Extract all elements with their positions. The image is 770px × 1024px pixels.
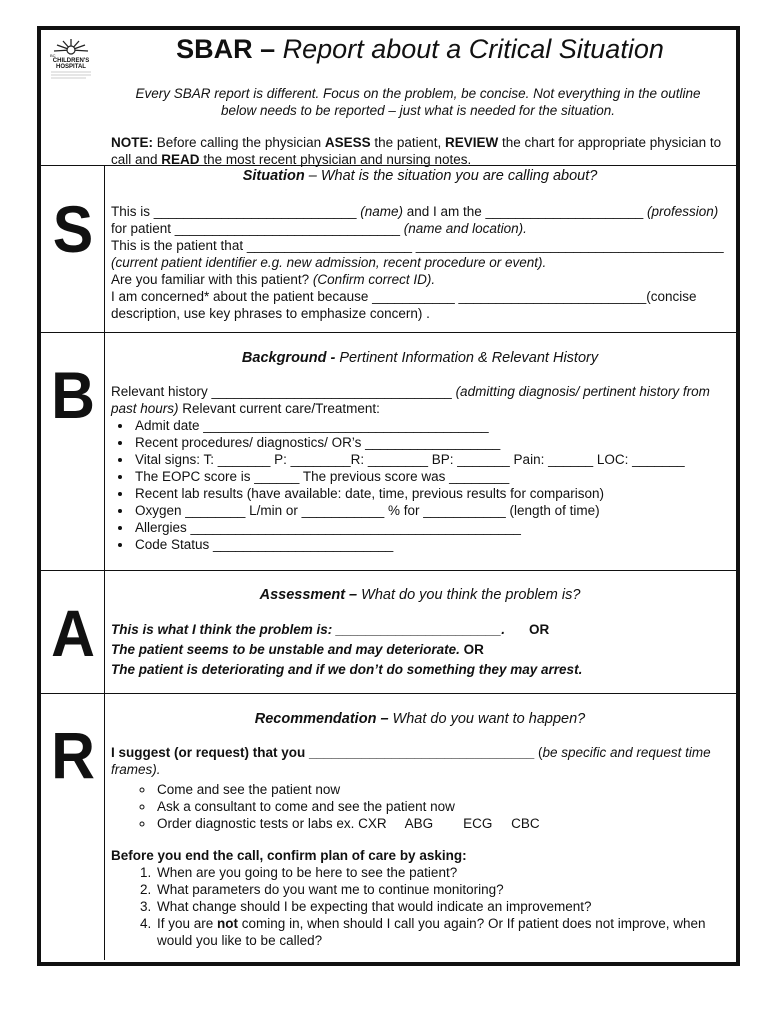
intro-line-1: Every SBAR report is different. Focus on the problem, be concise. Not everything in the outline — [135, 86, 701, 101]
list-item: • The EOPC score is ______ The previous score was ________ — [133, 468, 731, 485]
confirm-heading: Before you end the call, confirm plan of care by asking: — [111, 848, 467, 863]
hospital-logo — [46, 36, 96, 88]
divider-background — [40, 332, 737, 333]
list-item: • Admit date ______________________________________ — [133, 417, 731, 434]
letter-a: A — [51, 596, 95, 670]
letter-r: R — [51, 718, 95, 792]
confirm-questions — [111, 864, 731, 949]
letter-b: B — [51, 358, 95, 432]
svg-text:BC: BC — [50, 53, 56, 58]
list-item: • Vital signs: T: _______ P: ________R: ________ BP: _______ Pain: ______ LOC: _______ — [133, 451, 731, 468]
assessment-line-3: The patient is deteriorating and if we don’t do something they may arrest. — [111, 662, 583, 677]
list-item: ◦ Order diagnostic tests or labs ex. CXR ABG ECG CBC — [155, 815, 731, 832]
list-item: • Oxygen ________ L/min or ___________ % for ___________ (length of time) — [133, 502, 731, 519]
assessment-line-1: This is what I think the problem is: ______________________. OR — [111, 622, 550, 637]
recommendation-body — [111, 744, 731, 949]
assessment-body — [111, 620, 731, 680]
background-heading: Background - Pertinent Information & Relevant History — [241, 350, 599, 366]
background-history: Relevant history ________________________________ (admitting diagnosis/ pertinent history from past hours) Relevant current care/Treatment: — [111, 384, 710, 416]
situation-line-1: This is ___________________________ (name) and I am the _____________________ (profession) — [111, 204, 719, 219]
list-item: 1. When are you going to be here to see the patient? — [155, 864, 731, 881]
situation-heading: Situation – What is the situation you are calling about? — [242, 168, 598, 184]
hospital-logo-graphic — [46, 36, 96, 88]
recommendation-suggest: I suggest (or request) that you ______________________________ (be specific and request time frames). — [111, 745, 711, 777]
list-item: 4. If you are not coming in, when should I call you again? Or If patient does not improve, when would you like to be called? — [155, 915, 731, 949]
assessment-line-2: The patient seems to be unstable and may deteriorate. OR — [111, 642, 484, 657]
situation-line-6: I am concerned* about the patient because ___________ _________________________(concise description, use key phrases to emphasize concern) . — [111, 289, 697, 321]
divider-recommendation — [40, 693, 737, 694]
situation-line-4: (current patient identifier e.g. new admission, recent procedure or event). — [111, 255, 547, 270]
situation-line-2: for patient ______________________________ (name and location). — [111, 221, 527, 236]
list-item: ◦ Ask a consultant to come and see the patient now — [155, 798, 731, 815]
recommendation-options — [111, 781, 731, 832]
page-title — [120, 35, 720, 65]
letter-s: S — [52, 192, 94, 266]
situation-line-5: Are you familiar with this patient? (Confirm correct ID). — [111, 272, 436, 287]
recommendation-heading: Recommendation – What do you want to happen? — [254, 711, 586, 727]
divider-assessment — [40, 570, 737, 571]
list-item: • Recent lab results (have available: date, time, previous results for comparison) — [133, 485, 731, 502]
title-italic: Report about a Critical Situation — [282, 34, 664, 64]
intro-line-2: below needs to be reported – just what is needed for the situation. — [220, 103, 615, 118]
situation-body — [111, 203, 731, 322]
intro-text — [118, 85, 718, 119]
situation-line-3: This is the patient that ______________________ _________________________________________ — [111, 238, 724, 253]
svg-text:CHILDREN'S: CHILDREN'S — [52, 58, 90, 64]
letter-column-divider — [104, 165, 105, 960]
list-item: 2. What parameters do you want me to continue monitoring? — [155, 881, 731, 898]
list-item: 3. What change should I be expecting that would indicate an improvement? — [155, 898, 731, 915]
background-body — [111, 383, 731, 553]
list-item: ◦ Come and see the patient now — [155, 781, 731, 798]
list-item: • Allergies ____________________________________________ — [133, 519, 731, 536]
assessment-heading: Assessment – What do you think the problem is? — [259, 587, 581, 603]
title-bold: SBAR – — [176, 34, 276, 64]
list-item: • Recent procedures/ diagnostics/ OR’s __________________ — [133, 434, 731, 451]
list-item: • Code Status ________________________ — [133, 536, 731, 553]
background-list — [111, 417, 731, 553]
svg-text:HOSPITAL: HOSPITAL — [56, 64, 86, 70]
note-text: NOTE: Before calling the physician ASESS the patient, REVIEW the chart for appropriate physician to call and READ the most recent physician and nursing notes. — [111, 135, 722, 167]
